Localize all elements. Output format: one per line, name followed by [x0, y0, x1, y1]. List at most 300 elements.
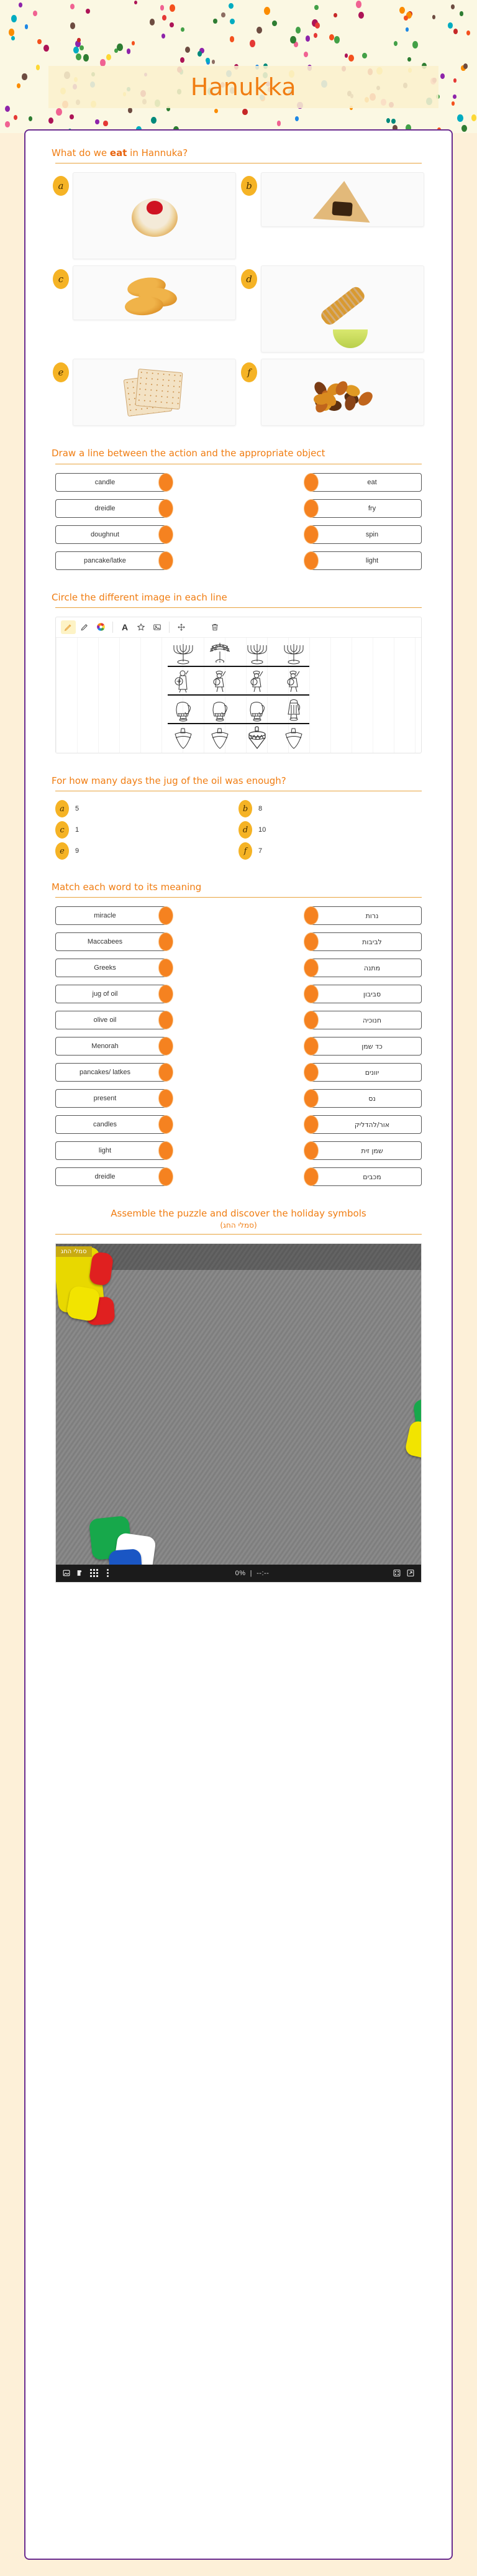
- confetti-dot: [132, 41, 135, 45]
- confetti-dot: [264, 7, 270, 14]
- confetti-dot: [213, 19, 217, 24]
- confetti-dot: [412, 41, 419, 48]
- match-left-box[interactable]: [55, 932, 168, 951]
- eat-title-post: in Hannuka?: [127, 147, 188, 159]
- confetti-dot: [11, 36, 15, 40]
- pair-right-label: שמן זית: [361, 1146, 383, 1155]
- pair-left-label: dreidle: [94, 1173, 116, 1181]
- confetti-dot: [5, 106, 10, 112]
- pair-right-label: מתנה: [363, 964, 381, 972]
- match-left-box[interactable]: [55, 1089, 168, 1108]
- draw-line-rows: [42, 473, 435, 570]
- confetti-dot: [11, 15, 17, 22]
- image-icon[interactable]: [150, 620, 165, 634]
- draw-line-left-box[interactable]: [55, 473, 168, 492]
- hamantaschen-photo[interactable]: [261, 172, 424, 227]
- confetti-dot: [461, 125, 467, 132]
- connector-knob-left[interactable]: [159, 1037, 173, 1055]
- confetti-dot: [170, 4, 175, 12]
- confetti-dot: [391, 119, 396, 124]
- confetti-dot: [358, 12, 364, 19]
- dreidel-row: [166, 725, 311, 751]
- pair-row: [55, 906, 422, 925]
- confetti-dot: [230, 36, 234, 42]
- pair-row: [55, 473, 422, 492]
- match-left-box[interactable]: [55, 1037, 168, 1056]
- confetti-dot: [451, 4, 455, 9]
- pair-left-label: candle: [94, 478, 116, 486]
- draw-line-right-box[interactable]: [309, 525, 422, 544]
- row-divider: [168, 666, 309, 667]
- drawing-toolbar: [56, 617, 421, 638]
- confetti-dot: [86, 9, 90, 14]
- fullscreen-button[interactable]: [404, 1567, 417, 1580]
- toolbar-separator: [169, 622, 170, 633]
- days-of-oil-choices: [42, 800, 435, 860]
- drawing-widget[interactable]: [55, 617, 422, 753]
- connector-knob-left[interactable]: [159, 1064, 173, 1081]
- confetti-dot: [95, 119, 99, 124]
- confetti-dot: [399, 7, 405, 14]
- confetti-dot: [170, 22, 173, 27]
- sufganiyah-doughnut-photo[interactable]: [73, 172, 236, 259]
- confetti-dot: [151, 117, 157, 124]
- match-left-box[interactable]: [55, 1011, 168, 1029]
- honey-dipper-apple-photo[interactable]: [261, 265, 424, 352]
- match-left-box[interactable]: [55, 1141, 168, 1160]
- match-right-box[interactable]: [309, 1141, 422, 1160]
- confetti-dot: [128, 108, 132, 113]
- match-right-box[interactable]: [309, 985, 422, 1003]
- row-divider: [168, 694, 309, 696]
- confetti-dot: [304, 52, 308, 57]
- divider: [55, 897, 422, 898]
- pair-row: [55, 985, 422, 1003]
- days-option-value: 7: [258, 847, 263, 855]
- confetti-dot: [37, 39, 42, 44]
- pair-left-label: jug of oil: [92, 990, 118, 998]
- confetti-dot: [73, 47, 79, 53]
- confetti-dot: [17, 83, 20, 88]
- puzzle-status: [114, 1570, 390, 1577]
- confetti-dot: [162, 15, 166, 21]
- confetti-dot: [334, 13, 337, 18]
- pair-left-label: Maccabees: [87, 938, 123, 946]
- pair-right-label: סביבון: [363, 990, 381, 998]
- connector-knob-left[interactable]: [159, 933, 173, 950]
- connector-knob-right[interactable]: [304, 1090, 318, 1107]
- divider: [55, 1234, 422, 1235]
- confetti-dot: [295, 116, 299, 121]
- days-option-letter-a: a: [55, 800, 69, 817]
- confetti-dot: [103, 121, 107, 126]
- puzzle-board[interactable]: [56, 1244, 421, 1565]
- draw-line-right-box[interactable]: [309, 499, 422, 518]
- page-title: Hanukka: [190, 73, 297, 101]
- match-right-box[interactable]: [309, 906, 422, 925]
- pair-row: [55, 932, 422, 951]
- connector-knob-left[interactable]: [159, 907, 173, 924]
- confetti-dot: [296, 27, 301, 34]
- confetti-dot: [181, 27, 184, 32]
- connector-knob-right[interactable]: [304, 1168, 318, 1185]
- connector-knob-right[interactable]: [304, 959, 318, 977]
- text-icon[interactable]: A: [121, 622, 129, 632]
- menorah-row: [166, 639, 311, 665]
- connector-knob-right[interactable]: [304, 474, 318, 491]
- pair-right-label: לביבות: [362, 937, 382, 946]
- confetti-dot: [272, 21, 276, 26]
- confetti-dot: [25, 24, 29, 29]
- option-letter-e: e: [53, 362, 69, 382]
- confetti-dot: [160, 5, 164, 10]
- confetti-dot: [315, 22, 320, 29]
- match-right-box[interactable]: [309, 959, 422, 977]
- match-left-box[interactable]: [55, 906, 168, 925]
- confetti-dot: [100, 59, 106, 67]
- puzzle-progress: 0%: [235, 1569, 246, 1577]
- food-cell-c[interactable]: [53, 265, 236, 352]
- confetti-dot: [306, 35, 311, 42]
- confetti-dot: [230, 19, 235, 25]
- puzzle-subtitle: (סמלי החג): [220, 1220, 257, 1230]
- pair-left-label: pancakes/ latkes: [80, 1069, 130, 1077]
- match-right-box[interactable]: [309, 1167, 422, 1186]
- days-option-value: 1: [75, 826, 80, 834]
- connector-knob-left[interactable]: [159, 959, 173, 977]
- confetti-dot: [394, 41, 398, 46]
- connector-knob-right[interactable]: [304, 526, 318, 543]
- confetti-dot: [70, 4, 75, 9]
- confetti-dot: [180, 57, 184, 63]
- row-divider: [168, 723, 309, 724]
- days-option[interactable]: [238, 821, 422, 839]
- shuffle-button[interactable]: [390, 1567, 404, 1580]
- match-right-box[interactable]: [309, 932, 422, 951]
- section-title-eat: [42, 147, 435, 163]
- matzah-photo[interactable]: [73, 359, 236, 426]
- section-puzzle: [42, 1207, 435, 1582]
- match-left-box[interactable]: [55, 1063, 168, 1082]
- pair-row: [55, 959, 422, 977]
- confetti-dot: [334, 36, 340, 44]
- connector-knob-left[interactable]: [159, 1168, 173, 1185]
- puzzle-title-text: Assemble the puzzle and discover the holiday symbols: [111, 1208, 366, 1220]
- confetti-dot: [106, 54, 111, 60]
- confetti-dot: [406, 27, 409, 32]
- confetti-dot: [48, 117, 53, 124]
- toolbar-separator: [112, 622, 113, 633]
- pair-left-label: doughnut: [91, 530, 119, 538]
- match-right-box[interactable]: [309, 1011, 422, 1029]
- days-option[interactable]: [55, 800, 238, 817]
- confetti-dot: [314, 33, 317, 38]
- confetti-dot: [471, 114, 477, 121]
- eat-title-pre: What do we: [52, 147, 110, 159]
- draw-line-left-box[interactable]: [55, 499, 168, 518]
- match-meaning-rows: [42, 906, 435, 1186]
- puzzle-board-label: סמלי החג: [56, 1246, 92, 1257]
- confetti-dot: [56, 108, 62, 116]
- match-left-box[interactable]: [55, 1115, 168, 1134]
- confetti-dot: [242, 109, 247, 115]
- draw-line-right-box[interactable]: [309, 551, 422, 570]
- connector-knob-left[interactable]: [159, 552, 173, 569]
- pair-right-label: מכבים: [363, 1172, 381, 1181]
- pair-right-label: אור/להדליק: [354, 1120, 390, 1129]
- dried-fruit-photo[interactable]: [261, 359, 424, 426]
- puzzle-piece[interactable]: [89, 1251, 114, 1286]
- confetti-dot: [404, 16, 408, 21]
- drawing-canvas[interactable]: [56, 638, 421, 753]
- food-image-grid: [42, 172, 435, 426]
- confetti-dot: [345, 53, 348, 58]
- section-days-of-oil: [42, 775, 435, 860]
- grid-size-button[interactable]: [87, 1567, 101, 1580]
- confetti-dot: [463, 63, 468, 69]
- match-right-box[interactable]: [309, 1063, 422, 1082]
- pair-left-label: miracle: [94, 912, 116, 920]
- pencil-icon[interactable]: [61, 620, 76, 634]
- match-left-box[interactable]: [55, 985, 168, 1003]
- confetti-dot: [250, 40, 255, 47]
- confetti-dot: [214, 109, 218, 114]
- confetti-dot: [453, 29, 458, 34]
- section-title-match: Match each word to its meaning: [52, 881, 202, 893]
- days-option-letter-f: f: [238, 842, 252, 860]
- pair-row: [55, 1115, 422, 1134]
- pair-right-label: eat: [367, 478, 377, 486]
- days-option-value: 5: [75, 805, 80, 812]
- more-options-button[interactable]: [101, 1567, 114, 1580]
- pair-right-label: חנוכיה: [362, 1016, 382, 1024]
- days-option-letter-d: d: [238, 821, 252, 839]
- confetti-dot: [76, 53, 81, 60]
- confetti-dot: [80, 45, 84, 50]
- brush-icon[interactable]: [77, 620, 92, 634]
- match-right-box[interactable]: [309, 1037, 422, 1056]
- confetti-dot: [83, 54, 89, 62]
- option-letter-a: a: [53, 176, 69, 196]
- match-left-box[interactable]: [55, 1167, 168, 1186]
- confetti-dot: [362, 53, 366, 58]
- option-letter-c: c: [53, 269, 69, 289]
- food-cell-b[interactable]: [241, 172, 424, 259]
- connector-knob-right[interactable]: [304, 907, 318, 924]
- pair-left-label: dreidle: [94, 504, 116, 512]
- jug-row: [166, 696, 311, 722]
- worksheet-card: [24, 129, 453, 2560]
- pair-left-label: Greeks: [94, 964, 116, 972]
- pair-left-label: pancake/latke: [84, 556, 126, 564]
- confetti-dot: [466, 30, 470, 35]
- days-option-letter-c: c: [55, 821, 69, 839]
- confetti-dot: [212, 60, 215, 64]
- confetti-dot: [407, 57, 411, 62]
- confetti-dot: [453, 94, 457, 99]
- pair-row: [55, 1063, 422, 1082]
- confetti-dot: [9, 29, 15, 36]
- confetti-dot: [452, 101, 455, 105]
- star-icon[interactable]: [134, 620, 148, 634]
- status-separator: |: [248, 1569, 255, 1577]
- pair-row: [55, 1037, 422, 1056]
- section-match-meaning: [42, 881, 435, 1186]
- pair-row: [55, 1141, 422, 1160]
- latkes-photo[interactable]: [73, 265, 236, 320]
- connector-knob-left[interactable]: [159, 985, 173, 1003]
- confetti-dot: [134, 1, 137, 4]
- confetti-dot: [448, 22, 453, 29]
- confetti-dot: [198, 51, 202, 57]
- confetti-dot: [453, 78, 457, 83]
- soldier-row: [166, 668, 311, 694]
- confetti-dot: [348, 55, 354, 62]
- confetti-dot: [127, 48, 131, 54]
- option-letter-d: d: [241, 269, 257, 289]
- move-icon[interactable]: [174, 620, 189, 634]
- connector-knob-left[interactable]: [159, 474, 173, 491]
- days-option[interactable]: [55, 821, 238, 839]
- section-title-puzzle: [42, 1207, 435, 1233]
- pair-right-label: spin: [365, 530, 379, 538]
- pair-right-label: כד שמן: [361, 1042, 383, 1051]
- confetti-dot: [206, 58, 210, 63]
- confetti-header-band: [0, 0, 477, 133]
- pair-right-label: יוונים: [365, 1068, 379, 1077]
- confetti-dot: [150, 19, 155, 25]
- connector-knob-left[interactable]: [159, 500, 173, 517]
- exercise-image-grid: [166, 639, 311, 751]
- confetti-dot: [457, 114, 463, 122]
- puzzle-piece[interactable]: [66, 1285, 101, 1322]
- puzzle-piece[interactable]: [108, 1548, 142, 1565]
- option-letter-f: f: [241, 362, 257, 382]
- connector-knob-right[interactable]: [304, 933, 318, 950]
- confetti-dot: [70, 22, 75, 29]
- pair-right-label: נרות: [365, 911, 379, 920]
- match-right-box[interactable]: [309, 1115, 422, 1134]
- pair-left-label: Menorah: [91, 1042, 119, 1051]
- days-option[interactable]: [238, 842, 422, 860]
- connector-knob-left[interactable]: [159, 1011, 173, 1029]
- pair-row: [55, 551, 422, 570]
- confetti-dot: [14, 115, 17, 120]
- days-option-value: 10: [258, 826, 266, 834]
- days-option[interactable]: [55, 842, 238, 860]
- days-option-value: 9: [75, 847, 80, 855]
- days-option-letter-b: b: [238, 800, 252, 817]
- section-draw-a-line: [42, 447, 435, 569]
- food-cell-f[interactable]: [241, 359, 424, 426]
- confetti-dot: [440, 73, 445, 79]
- draw-line-right-box[interactable]: [309, 473, 422, 492]
- food-cell-a[interactable]: [53, 172, 236, 259]
- pair-left-label: present: [93, 1095, 117, 1103]
- confetti-dot: [221, 12, 225, 18]
- confetti-dot: [33, 11, 37, 16]
- pair-left-label: olive oil: [93, 1016, 117, 1024]
- confetti-dot: [117, 44, 122, 51]
- days-option-value: 8: [258, 805, 263, 812]
- draw-line-left-box[interactable]: [55, 525, 168, 544]
- connector-knob-right[interactable]: [304, 985, 318, 1003]
- color-wheel-icon[interactable]: [93, 620, 108, 634]
- connector-knob-left[interactable]: [159, 526, 173, 543]
- preview-image-button[interactable]: [60, 1567, 73, 1580]
- puzzle-toolbar: [56, 1565, 421, 1582]
- connector-knob-right[interactable]: [304, 1011, 318, 1029]
- days-option[interactable]: [238, 800, 422, 817]
- match-left-box[interactable]: [55, 959, 168, 977]
- confetti-dot: [277, 121, 281, 126]
- section-title-draw-line: Draw a line between the action and the appropriate object: [52, 448, 325, 459]
- divider: [55, 607, 422, 608]
- connector-knob-left[interactable]: [159, 1116, 173, 1133]
- eat-title-bold: eat: [109, 147, 127, 159]
- confetti-dot: [5, 121, 10, 127]
- match-right-box[interactable]: [309, 1089, 422, 1108]
- shape-button[interactable]: [73, 1567, 87, 1580]
- trash-icon[interactable]: [207, 620, 222, 634]
- food-cell-d[interactable]: [241, 265, 424, 352]
- confetti-dot: [70, 114, 74, 120]
- confetti-dot: [314, 5, 319, 10]
- connector-knob-right[interactable]: [304, 1037, 318, 1055]
- confetti-dot: [22, 73, 27, 80]
- confetti-dot: [185, 47, 190, 53]
- pair-row: [55, 1011, 422, 1029]
- confetti-dot: [460, 11, 463, 16]
- connector-knob-left[interactable]: [159, 1142, 173, 1159]
- section-title-circle: Circle the different image in each line: [52, 591, 227, 603]
- section-what-do-we-eat: [42, 147, 435, 426]
- section-circle-different: [42, 591, 435, 753]
- section-title-days: For how many days the jug of the oil was enough?: [52, 775, 286, 786]
- option-letter-b: b: [241, 176, 257, 196]
- confetti-dot: [229, 3, 234, 9]
- days-option-letter-e: e: [55, 842, 69, 860]
- confetti-dot: [257, 27, 262, 34]
- connector-knob-left[interactable]: [159, 1090, 173, 1107]
- food-cell-e[interactable]: [53, 359, 236, 426]
- title-plate: [48, 66, 438, 108]
- pair-row: [55, 1089, 422, 1108]
- pair-left-label: candles: [93, 1121, 117, 1129]
- confetti-dot: [43, 45, 49, 52]
- pair-left-label: light: [98, 1147, 112, 1155]
- connector-knob-right[interactable]: [304, 1064, 318, 1081]
- confetti-dot: [386, 118, 391, 123]
- pair-row: [55, 525, 422, 544]
- puzzle-piece[interactable]: [404, 1420, 421, 1461]
- confetti-dot: [29, 116, 33, 122]
- pair-right-label: נס: [368, 1094, 376, 1103]
- connector-knob-right[interactable]: [304, 1116, 318, 1133]
- pair-right-label: light: [365, 556, 379, 564]
- connector-knob-right[interactable]: [304, 552, 318, 569]
- connector-knob-right[interactable]: [304, 500, 318, 517]
- confetti-dot: [356, 1, 361, 8]
- pair-row: [55, 499, 422, 518]
- confetti-dot: [161, 34, 165, 39]
- draw-line-left-box[interactable]: [55, 551, 168, 570]
- pair-right-label: fry: [368, 504, 376, 512]
- puzzle-widget[interactable]: [55, 1243, 422, 1583]
- connector-knob-right[interactable]: [304, 1142, 318, 1159]
- pair-row: [55, 1167, 422, 1186]
- confetti-dot: [77, 38, 80, 42]
